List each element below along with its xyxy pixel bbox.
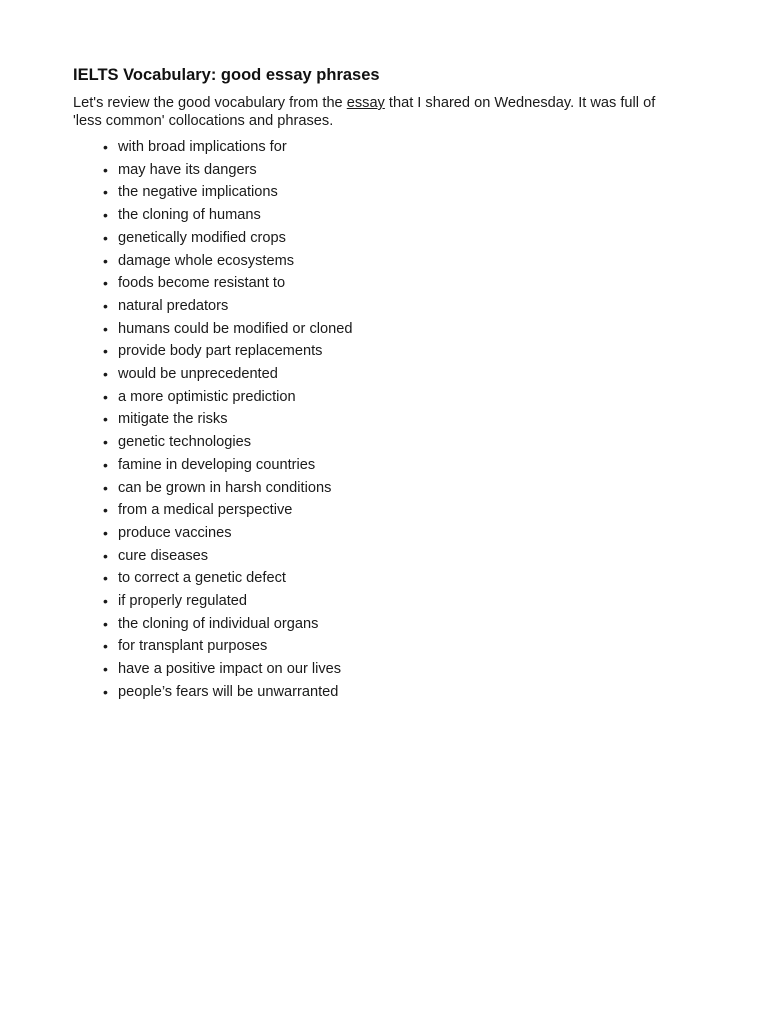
phrase-text: would be unprecedented xyxy=(118,366,278,383)
list-item xyxy=(103,431,693,454)
bullet-icon: • xyxy=(103,524,108,541)
list-item xyxy=(103,681,693,704)
phrase-text: humans could be modified or cloned xyxy=(118,320,353,337)
page-title: IELTS Vocabulary: good essay phrases xyxy=(73,66,380,84)
bullet-icon: • xyxy=(103,161,108,178)
bullet-icon: • xyxy=(103,615,108,632)
bullet-icon: • xyxy=(103,661,108,678)
bullet-icon: • xyxy=(103,388,108,405)
phrase-text: foods become resistant to xyxy=(118,275,286,292)
list-item xyxy=(103,204,693,227)
phrase-text: people’s fears will be unwarranted xyxy=(118,683,339,700)
list-item xyxy=(103,658,693,681)
phrase-text: natural predators xyxy=(118,297,229,314)
list-item xyxy=(103,363,693,386)
bullet-icon: • xyxy=(103,547,108,564)
phrase-text: a more optimistic prediction xyxy=(118,388,296,405)
bullet-icon: • xyxy=(103,434,108,451)
phrase-text: cure diseases xyxy=(118,547,209,564)
phrase-text: to correct a genetic defect xyxy=(118,570,286,587)
bullet-icon: • xyxy=(103,456,108,473)
list-item xyxy=(103,318,693,341)
bullet-icon: • xyxy=(103,479,108,496)
list-item xyxy=(103,567,693,590)
bullet-icon: • xyxy=(103,638,108,655)
list-item xyxy=(103,227,693,250)
phrase-text: the cloning of humans xyxy=(118,207,261,224)
list-item xyxy=(103,635,693,658)
phrase-text: for transplant purposes xyxy=(118,638,268,655)
list-item xyxy=(103,386,693,409)
list-item xyxy=(103,590,693,613)
intro-text-start: Let's review the good vocabulary from the xyxy=(73,95,347,111)
bullet-icon: • xyxy=(103,320,108,337)
bullet-icon: • xyxy=(103,252,108,269)
document-page xyxy=(73,64,693,704)
phrase-text: genetic technologies xyxy=(118,434,252,451)
bullet-icon: • xyxy=(103,207,108,224)
phrase-text: produce vaccines xyxy=(118,524,232,541)
list-item xyxy=(103,159,693,182)
list-item xyxy=(103,522,693,545)
bullet-icon: • xyxy=(103,343,108,360)
essay-link[interactable]: essay xyxy=(346,95,385,111)
bullet-icon: • xyxy=(103,139,108,155)
bullet-icon: • xyxy=(103,184,108,201)
phrase-text: may have its dangers xyxy=(118,161,257,178)
phrase-text: the negative implications xyxy=(118,184,278,201)
list-item xyxy=(103,408,693,431)
bullet-icon: • xyxy=(103,570,108,587)
bullet-icon: • xyxy=(103,593,108,610)
list-item xyxy=(103,136,693,159)
list-item xyxy=(103,250,693,273)
bullet-icon: • xyxy=(103,229,108,246)
phrase-list xyxy=(73,136,693,704)
list-item xyxy=(103,545,693,568)
intro-text-end: that I shared on Wednesday. It was full of xyxy=(384,95,656,111)
list-item xyxy=(103,477,693,500)
list-item xyxy=(103,613,693,636)
list-item xyxy=(103,295,693,318)
list-item xyxy=(103,181,693,204)
phrase-text: can be grown in harsh conditions xyxy=(118,479,332,496)
phrase-text: the cloning of individual organs xyxy=(118,615,319,632)
phrase-text: provide body part replacements xyxy=(118,343,323,360)
phrase-text: famine in developing countries xyxy=(118,456,316,473)
list-item xyxy=(103,499,693,522)
phrase-text: with broad implications for xyxy=(118,139,287,155)
phrase-text: have a positive impact on our lives xyxy=(118,661,342,678)
intro-paragraph xyxy=(73,94,693,130)
list-item xyxy=(103,340,693,363)
list-item xyxy=(103,454,693,477)
phrase-text: if properly regulated xyxy=(118,593,247,610)
bullet-icon: • xyxy=(103,683,108,700)
list-item xyxy=(103,272,693,295)
phrase-text: from a medical perspective xyxy=(118,502,293,519)
phrase-text: genetically modified crops xyxy=(118,229,286,246)
bullet-icon: • xyxy=(103,411,108,428)
bullet-icon: • xyxy=(103,366,108,383)
phrase-text: mitigate the risks xyxy=(118,411,228,428)
bullet-icon: • xyxy=(103,297,108,314)
intro-text-line2: 'less common' collocations and phrases. xyxy=(73,113,334,129)
bullet-icon: • xyxy=(103,275,108,292)
bullet-icon: • xyxy=(103,502,108,519)
phrase-text: damage whole ecosystems xyxy=(118,252,295,269)
